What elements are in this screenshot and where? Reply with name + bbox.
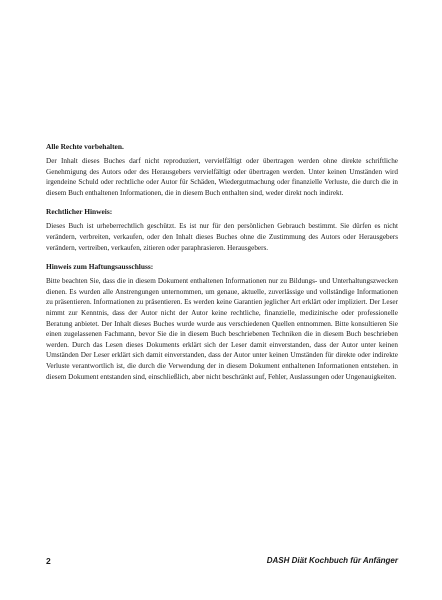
section-body: Dieses Buch ist urheberrechtlich geschützt. Es ist nur für den persönlichen Gebrauch bestimmt. Sie dürfen es nicht verändern, verbreiten, verkaufen, oder den Inhalt dieses Buches ohne die Zustimmung des Autors oder Herausgebers verändern, vertreiben, verkaufen, zitieren oder paraphrasieren. Herausgebers. [46, 222, 398, 252]
section-all-rights-reserved [46, 141, 398, 198]
section-heading: Hinweis zum Haftungsausschluss: [46, 262, 154, 272]
page-number: 2 [46, 556, 51, 566]
book-title: DASH Diät Kochbuch für Anfänger [266, 556, 398, 565]
section-legal-notice [46, 206, 398, 253]
section-heading: Alle Rechte vorbehalten. [46, 142, 124, 151]
page-content [46, 141, 398, 390]
section-heading: Rechtlicher Hinweis: [46, 207, 113, 217]
section-disclaimer [46, 261, 398, 382]
section-body: Der Inhalt dieses Buches darf nicht reproduziert, vervielfältigt oder übertragen werden ohne direkte schriftliche Genehmigung des Autors oder des Herausgebers vervielfältigt oder übertragen werden. Unter keinen Umständen wird irgendeine Schuld oder rechtliche oder Autor für Schäden, Wiedergutmachung oder finanzielle Verluste, die durch die in diesem Buch enthaltenen Informationen, die in diesem Buch enthalten sind, weder direkt noch indirekt. [46, 157, 398, 197]
section-body: Bitte beachten Sie, dass die in diesem Dokument enthaltenen Informationen nur zu Bildungs- und Unterhaltungszwecken dienen. Es wurden alle Anstrengungen unternommen, um genaue, aktuelle, zuverlässige und vollständige Informationen zu präsentieren. Informationen zu präsentieren. Es werden keine Garantien jeglicher Art erklärt oder impliziert. Der Leser nimmt zur Kenntnis, dass der Autor nicht der Autor keine rechtliche, finanzielle, medizinische oder professionelle Beratung anbietet. Der Inhalt dieses Buches wurde wurde aus verschiedenen Quellen entnommen. Bitte konsultieren Sie einen zugelassenen Fachmann, bevor Sie die in diesem Buch beschriebenen Techniken die in diesem Buch beschrieben werden. Durch das Lesen dieses Dokuments erklärt sich der Leser damit einverstanden, dass der Autor unter keinen Umständen Der Leser erklärt sich damit einverstanden, dass der Autor unter keinen Umständen für direkte oder indirekte Verluste verantwortlich ist, die durch die Verwendung der in diesem Dokument enthaltenen Informationen entstehen. in diesem Dokument entstanden sind, einschließlich, aber nicht beschränkt auf, Fehler, Auslassungen oder Ungenauigkeiten. [46, 277, 398, 381]
page-footer [46, 556, 398, 570]
